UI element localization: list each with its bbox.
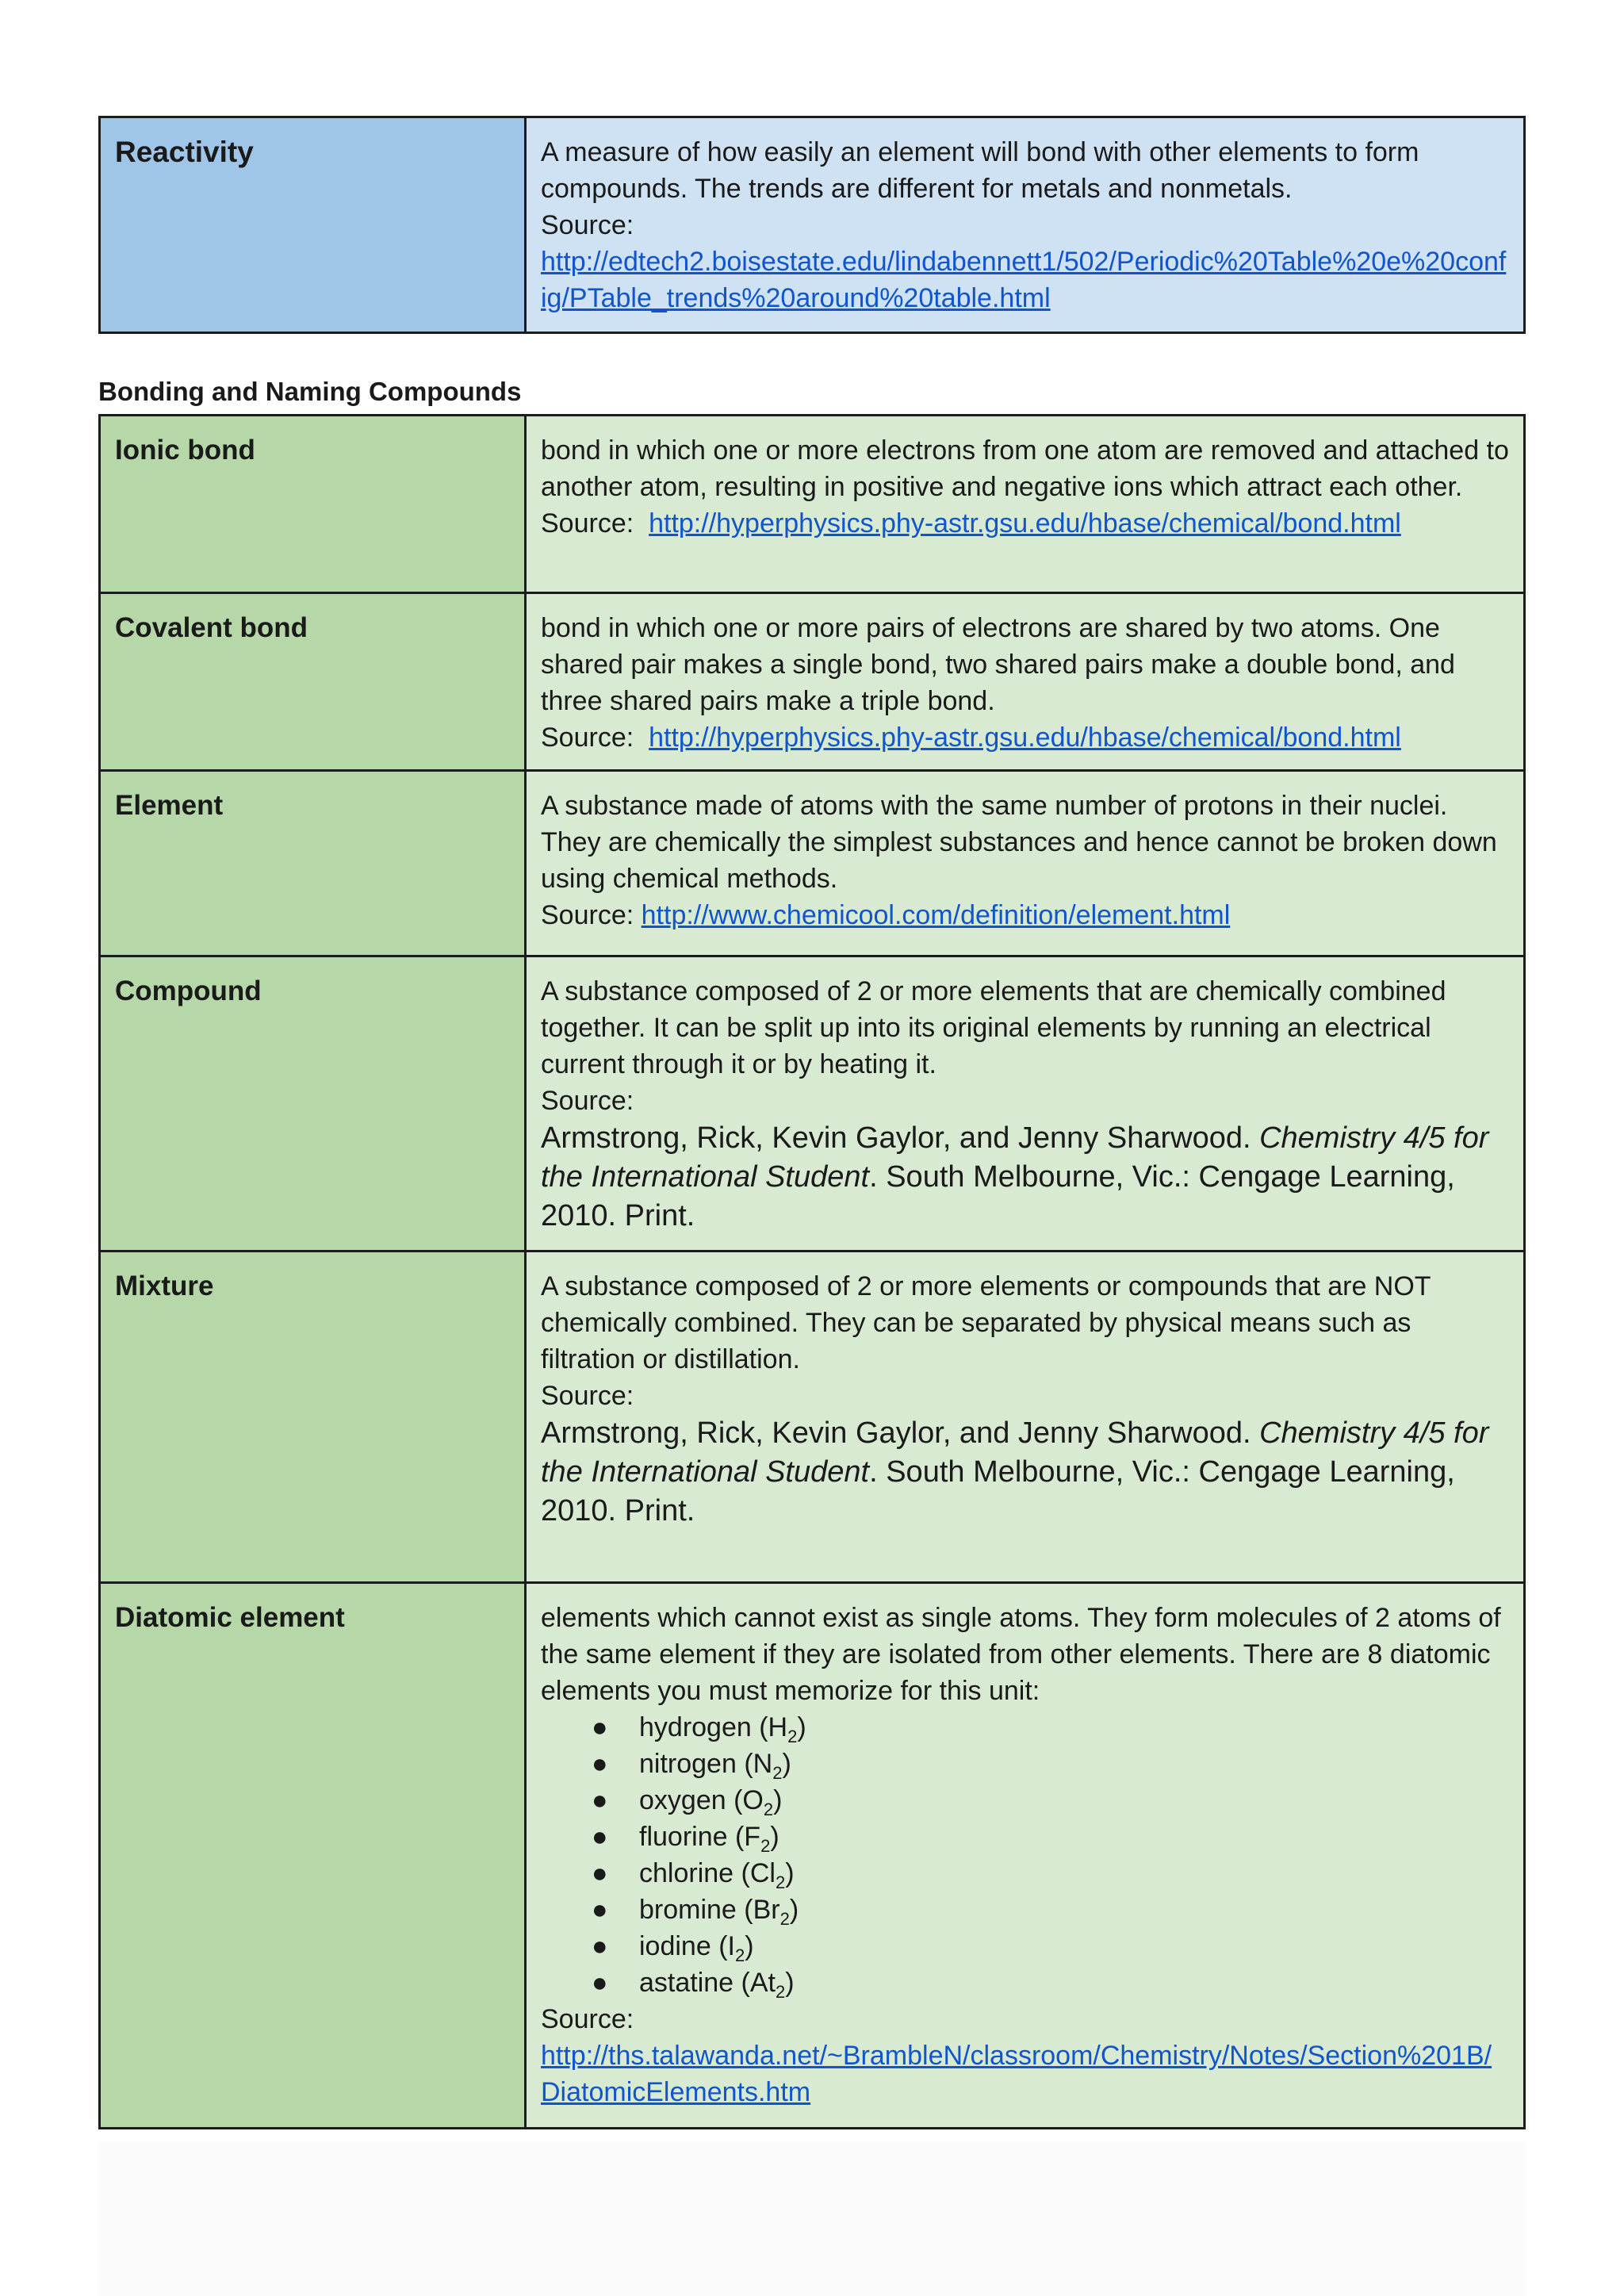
citation <box>541 1119 1509 1236</box>
bullet-icon: ● <box>592 1968 608 1998</box>
citation-title: Chemistry 4/5 for the International Student <box>541 1121 1489 1194</box>
list-item: ● chlorine $(Cl_2)$ <box>588 1855 1509 1892</box>
definition-text: A substance composed of 2 or more elements that are chemically combined together. It can be split up into its original elements by running an electrical current through it or by heating it. <box>541 976 1446 1079</box>
source-link[interactable]: http://hyperphysics.phy-astr.gsu.edu/hbase/chemical/bond.html <box>649 723 1401 753</box>
bullet-icon: ● <box>592 1858 608 1888</box>
list-item: ● nitrogen $(N_2)$ <box>588 1746 1509 1782</box>
source-label: Source: <box>541 1381 634 1411</box>
reactivity-table <box>98 116 1526 334</box>
list-item: ● bromine $(Br_2)$ <box>588 1892 1509 1928</box>
source-link[interactable]: http://www.chemicool.com/definition/element.html <box>641 900 1231 930</box>
bullet-icon: ● <box>592 1931 608 1961</box>
source-link[interactable]: http://ths.talawanda.net/~BrambleN/classroom/Chemistry/Notes/Section%201B/DiatomicElements.htm <box>541 2041 1492 2107</box>
glossary-row-compound <box>100 956 1525 1251</box>
definition-cell <box>526 416 1525 593</box>
glossary-row-reactivity <box>100 117 1525 333</box>
definition-cell <box>526 117 1525 333</box>
definition-text: A measure of how easily an element will bond with other elements to form compounds. The trends are different for metals and nonmetals. <box>541 137 1419 204</box>
definition-text: A substance composed of 2 or more elements or compounds that are NOT chemically combined. They can be separated by physical means such as filtration or distillation. <box>541 1271 1431 1374</box>
source-label: Source: <box>541 508 634 539</box>
bullet-icon: ● <box>592 1749 608 1779</box>
definition-text: elements which cannot exist as single atoms. They form molecules of 2 atoms of the same element if they are isolated from other elements. There are 8 diatomic elements you must memorize for this unit: <box>541 1603 1501 1706</box>
term-cell: Covalent bond <box>100 593 526 771</box>
source-label: Source: <box>541 723 634 753</box>
source-link[interactable]: http://hyperphysics.phy-astr.gsu.edu/hbase/chemical/bond.html <box>649 508 1401 539</box>
definition-cell <box>526 593 1525 771</box>
section-heading: Bonding and Naming Compounds <box>98 377 522 406</box>
term-cell: Element <box>100 771 526 956</box>
definition-cell <box>526 1251 1525 1583</box>
source-label: Source: <box>541 900 634 930</box>
glossary-row-covalent-bond <box>100 593 1525 771</box>
glossary-row-element <box>100 771 1525 956</box>
citation-publisher: . South Melbourne, Vic.: Cengage Learning, 2010. Print. <box>541 1160 1455 1232</box>
list-item: ● fluorine $(F_2)$ <box>588 1819 1509 1855</box>
bullet-icon: ● <box>592 1712 608 1742</box>
citation-authors: Armstrong, Rick, Kevin Gaylor, and Jenny Sharwood. <box>541 1416 1251 1450</box>
definition-text: bond in which one or more electrons from one atom are removed and attached to another atom, resulting in positive and negative ions which attract each other. <box>541 435 1509 502</box>
citation-title: Chemistry 4/5 for the International Student <box>541 1416 1489 1489</box>
citation-publisher: . South Melbourne, Vic.: Cengage Learning, 2010. Print. <box>541 1455 1455 1527</box>
glossary-row-mixture <box>100 1251 1525 1583</box>
definition-cell <box>526 771 1525 956</box>
list-item: ● oxygen $(O_2)$ <box>588 1782 1509 1819</box>
list-item: ● iodine $(I_2)$ <box>588 1928 1509 1964</box>
citation <box>541 1414 1509 1531</box>
list-item: ● astatine $(At_2)$ <box>588 1964 1509 2001</box>
bullet-icon: ● <box>592 1895 608 1925</box>
source-label: Source: <box>541 1086 634 1116</box>
term-cell: Reactivity <box>100 117 526 333</box>
bullet-icon: ● <box>592 1822 608 1852</box>
definition-text: bond in which one or more pairs of electrons are shared by two atoms. One shared pair makes a single bond, two shared pairs make a double bond, and three shared pairs make a triple bond. <box>541 613 1455 716</box>
bonding-table <box>98 414 1526 2129</box>
glossary-row-diatomic-element <box>100 1583 1525 2129</box>
diatomic-list <box>541 1709 1509 2001</box>
definition-text: A substance made of atoms with the same number of protons in their nuclei. They are chemically the simplest substances and hence cannot be broken down using chemical methods. <box>541 791 1497 894</box>
definition-cell <box>526 956 1525 1251</box>
term-cell: Ionic bond <box>100 416 526 593</box>
source-label: Source: <box>541 210 634 240</box>
term-cell: Compound <box>100 956 526 1251</box>
page-bottom-shade <box>98 2141 1526 2296</box>
term-cell: Diatomic element <box>100 1583 526 2129</box>
list-item: ● hydrogen $(H_2)$ <box>588 1709 1509 1746</box>
term-cell: Mixture <box>100 1251 526 1583</box>
bullet-icon: ● <box>592 1785 608 1815</box>
glossary-row-ionic-bond <box>100 416 1525 593</box>
citation-authors: Armstrong, Rick, Kevin Gaylor, and Jenny Sharwood. <box>541 1121 1251 1155</box>
source-link[interactable]: http://edtech2.boisestate.edu/lindabennett1/502/Periodic%20Table%20e%20config/PTable_trends%20around%20table.html <box>541 247 1507 313</box>
source-label: Source: <box>541 2004 634 2034</box>
definition-cell <box>526 1583 1525 2129</box>
